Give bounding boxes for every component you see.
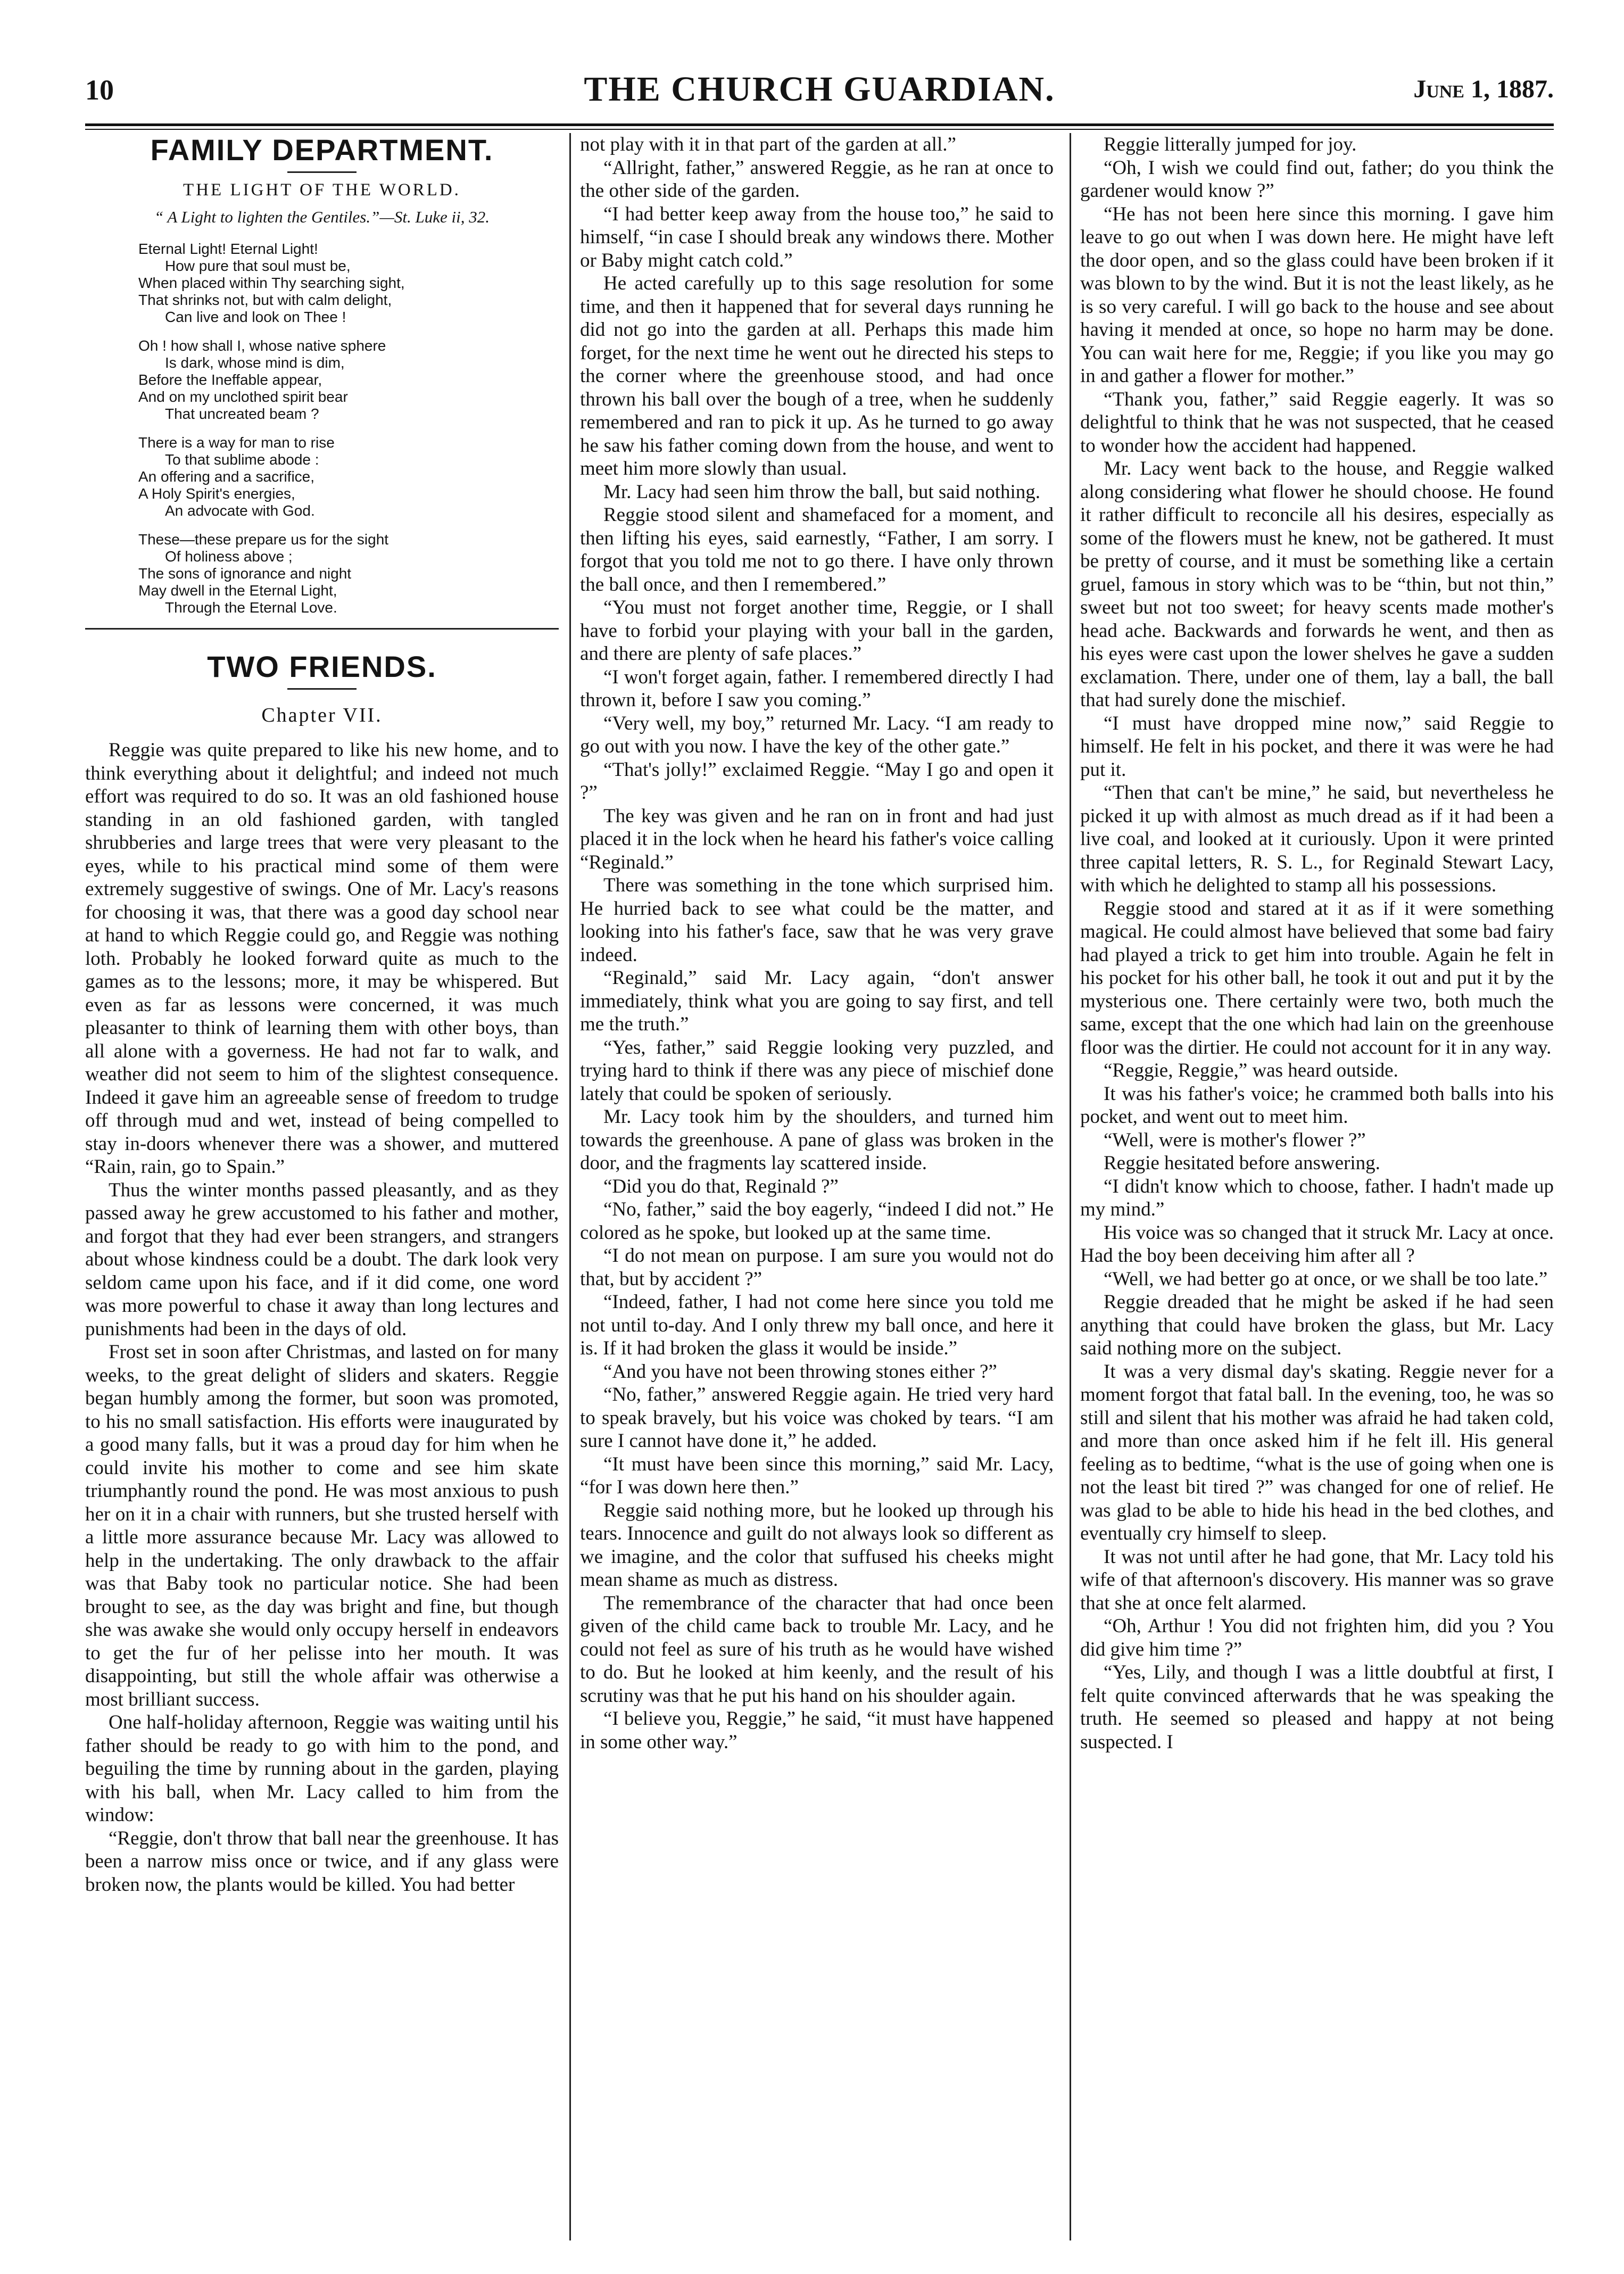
paragraph: Mr. Lacy went back to the house, and Reggie walked along considering what flower he should choose. He found it rather difficult to reconcile all his desires, especially as some of the flowers must he knew, not be gathered. It must be pretty of course, and it must be something like a certain gruel, famous in story which was to be “thin, but not thin,” sweet but not too sweet; for heavy scents made mother's head ache. Backwards and forwards he went, and then as his eyes were cast upon the lower shelves he gave a sudden exclamation. There, under one of them, lay a ball, the ball that had surely done the mischief. <box>1080 458 1554 711</box>
story-title: TWO FRIENDS. <box>207 650 437 683</box>
poem-line: There is a way for man to rise <box>138 434 335 451</box>
poem-stanza <box>138 531 559 616</box>
paragraph: “No, father,” said the boy eagerly, “indeed I did not.” He colored as he spoke, but looked up at the same time. <box>580 1198 1054 1244</box>
paragraph: “Reggie, Reggie,” was heard outside. <box>1104 1060 1398 1081</box>
paragraph: Reggie dreaded that he might be asked if he had seen anything that could have broken the glass, but Mr. Lacy said nothing more on the subject. <box>1080 1291 1554 1359</box>
paragraph: Reggie was quite prepared to like his new home, and to think everything about it delightful; and indeed not much effort was required to do so. It was an old fashioned house standing in an old fashioned garden, with tangled shrubberies and large trees that were very pleasant to the eyes, while to his practical mind some of them were extremely suggestive of swings. One of Mr. Lacy's reasons for choosing it was, that there was a good day school near at hand to which Reggie could go, and Reggie was nothing loth. Probably he looked forward quite as much to the games as to the lessons; more, it may be whispered. But even as far as lessons were concerned, it was much pleasanter to think of learning them with other boys, than all alone with a governess. He had not far to walk, and weather did not seem to him of the slightest consequence. Indeed it gave him an agreeable sense of freedom to trudge off through mud and wet, instead of being compelled to stay in-doors whenever there was a shower, and muttered “Rain, rain, go to Spain.” <box>85 739 559 1178</box>
paragraph: The remembrance of the character that had once been given of the child came back to trouble Mr. Lacy, and he could not feel as sure of his truth as he would have wished to do. But he looked at him keenly, and the result of his scrutiny was that he put his hand on his shoulder again. <box>580 1592 1054 1707</box>
poem-line: These—these prepare us for the sight <box>138 531 389 548</box>
paragraph: “I had better keep away from the house too,” he said to himself, “in case I should break any windows there. Mother or Baby might catch cold.” <box>580 203 1054 271</box>
chapter-heading: Chapter VII. <box>261 704 383 726</box>
paragraph: “Did you do that, Reginald ?” <box>603 1175 839 1197</box>
column-3 <box>1080 133 1554 2240</box>
paragraph: He acted carefully up to this sage resolution for some time, and then it happened that for several days running he did not go into the garden at all. Perhaps this made him forget, for the next time he went out he directed his steps to the corner where the greenhouse stood, and had once thrown his ball over the bough of a tree, when he suddenly remembered and ran to pick it up. As he turned to go away he saw his father coming down from the house, and went to meet him more slowly than usual. <box>580 272 1054 479</box>
masthead-rule-thin <box>85 129 1554 130</box>
page-number: 10 <box>85 74 114 106</box>
poem-line: Oh ! how shall I, whose native sphere <box>138 337 386 354</box>
masthead-rule <box>85 123 1554 126</box>
newspaper-title: THE CHURCH GUARDIAN. <box>584 70 1055 109</box>
paragraph: It was his father's voice; he crammed both balls into his pocket, and went out to meet him. <box>1080 1082 1554 1128</box>
paragraph: “He has not been here since this morning. I gave him leave to go out when I was down here. He might have left the door open, and so the glass could have been broken if it was blown to by the wind. But it is not the least likely, as he is so very careful. I will go back to the house and see about having it mended at once, so hope no harm may be done. You can wait here for me, Reggie; if you like you may go in and gather a flower for mother.” <box>1080 203 1554 387</box>
poem-line: When placed within Thy searching sight, <box>138 275 405 291</box>
paragraph: Mr. Lacy took him by the shoulders, and turned him towards the greenhouse. A pane of glass was broken in the door, and the fragments lay scattered inside. <box>580 1106 1054 1174</box>
paragraph: Reggie hesitated before answering. <box>1104 1152 1380 1174</box>
paragraph: “And you have not been throwing stones either ?” <box>603 1360 997 1383</box>
paragraph: “No, father,” answered Reggie again. He tried very hard to speak bravely, but his voice was choked by tears. “I am sure I cannot have done it,” he added. <box>580 1384 1054 1452</box>
paragraph: It was a very dismal day's skating. Reggie never for a moment forgot that fatal ball. In the evening, too, he was so still and silent that his mother was afraid he had taken cold, and more than once asked him if he felt ill. His general feeling as to bedtime, “what is the use of going when one is not the least bit tired ?” was changed for one of relief. He was glad to be able to hide his head in the bed clothes, and eventually cry himself to sleep. <box>1080 1360 1554 1544</box>
poem-line: An advocate with God. <box>165 502 315 519</box>
paragraph: “It must have been since this morning,” said Mr. Lacy, “for I was down here then.” <box>580 1453 1054 1498</box>
paragraph: “Thank you, father,” said Reggie eagerly. It was so delightful to think that he was not suspected, that he ceased to wonder how the accident had happened. <box>1080 388 1554 457</box>
poem-line: The sons of ignorance and night <box>138 565 352 582</box>
paragraph: “Well, we had better go at once, or we shall be too late.” <box>1104 1268 1548 1290</box>
title-rule <box>287 171 357 173</box>
paragraph: Frost set in soon after Christmas, and lasted on for many weeks, to the great delight of sliders and skaters. Reggie began humbly among the former, but soon was promoted, to his no small satisfaction. His efforts were inaugurated by a good many falls, but it was a proud day for him when he could invite his mother to come and see him skate triumphantly round the pond. He was most anxious to push her on it in a chair with runners, but she trusted herself with a little more assurance because Mr. Lacy was allowed to help in the undertaking. The only drawback to the affair was that Baby took no particular notice. She had been brought to see, as the day was bright and fine, but though she was awake she would only occupy herself in endeavors to get the fur of her pelisse into her mouth. It was disappointing, but still the whole affair was otherwise a most brilliant success. <box>85 1341 559 1710</box>
paragraph: “That's jolly!” exclaimed Reggie. “May I go and open it ?” <box>580 758 1054 804</box>
column-2 <box>580 133 1054 2240</box>
paragraph: “Reggie, don't throw that ball near the greenhouse. It has been a narrow miss once or twice, and if any glass were broken now, the plants would be killed. You had better <box>85 1827 559 1896</box>
story-header <box>85 650 559 727</box>
paragraph: Reggie litterally jumped for joy. <box>1104 134 1357 155</box>
paragraph: “I won't forget again, father. I remembered directly I had thrown it, before I saw you coming.” <box>580 666 1054 711</box>
poem-line: Before the Ineffable appear, <box>138 371 322 388</box>
poem-stanza <box>138 337 559 423</box>
paragraph: “Then that can't be mine,” he said, but nevertheless he picked it up with almost as much dread as if it had been a live coal, and looked at it curiously. Upon it were printed three capital letters, R. S. L., for Reginald Stewart Lacy, with which he delighted to stamp all his possessions. <box>1080 782 1554 896</box>
poem-line: Of holiness above ; <box>165 548 293 565</box>
paragraph: Reggie stood and stared at it as if it were something magical. He could almost have believed that some bad fairy had played a trick to get him into trouble. Again he felt in his pocket for his other ball, he took it out and put it by the mysterious one. There certainly were two, both much the same, except that the one which had lain on the greenhouse floor was the dirtier. He could not account for it in any way. <box>1080 897 1554 1059</box>
paragraph: “Indeed, father, I had not come here since you told me not until to-day. And I only threw my ball once, and here it is. If it had broken the glass it would be inside.” <box>580 1291 1054 1359</box>
paragraph: “Oh, I wish we could find out, father; do you think the gardener would know ?” <box>1080 156 1554 202</box>
poem-line: May dwell in the Eternal Light, <box>138 582 337 599</box>
poem-line: To that sublime abode : <box>165 451 319 468</box>
poem-line: Can live and look on Thee ! <box>165 309 346 325</box>
paragraph: “Very well, my boy,” returned Mr. Lacy. “I am ready to go out with you now. I have the key of the other gate.” <box>580 712 1054 757</box>
paragraph: “Well, were is mother's flower ?” <box>1104 1129 1366 1151</box>
poem-line: That uncreated beam ? <box>165 406 319 422</box>
paragraph: One half-holiday afternoon, Reggie was waiting until his father should be ready to go with him to the pond, and beguiling the time by running about in the garden, playing with his ball, when Mr. Lacy called to him from the window: <box>85 1711 559 1826</box>
title-rule <box>287 688 357 690</box>
poem-line: And on my unclothed spirit bear <box>138 388 348 405</box>
section-rule <box>85 628 559 630</box>
paragraph: Reggie said nothing more, but he looked up through his tears. Innocence and guilt do not always look so different as we imagine, and the color that suffused his cheeks might mean shame as much as distress. <box>580 1499 1054 1591</box>
poem-line: Through the Eternal Love. <box>165 599 337 616</box>
section-title: FAMILY DEPARTMENT. <box>150 133 494 167</box>
epigraph: “ A Light to lighten the Gentiles.”—St. Luke ii, 32. <box>154 208 490 226</box>
paragraph: “Yes, Lily, and though I was a little doubtful at first, I felt quite convinced afterwards that he was speaking the truth. He seemed so pleased and happy at not being suspected. I <box>1080 1661 1554 1753</box>
poem-title: THE LIGHT OF THE WORLD. <box>183 180 461 200</box>
family-department-header <box>85 133 559 227</box>
poem-line: That shrinks not, but with calm delight, <box>138 292 392 308</box>
poem-line: An offering and a sacrifice, <box>138 468 315 485</box>
paragraph: “I didn't know which to choose, father. I hadn't made up my mind.” <box>1080 1175 1554 1220</box>
poem-stanza <box>138 434 559 519</box>
paragraph: There was something in the tone which surprised him. He hurried back to see what could be the matter, and looking into his father's face, saw that he was very grave indeed. <box>580 874 1054 966</box>
column-divider <box>1070 133 1071 2240</box>
paragraph: It was not until after he had gone, that Mr. Lacy told his wife of that afternoon's discovery. His manner was so grave that she at once felt alarmed. <box>1080 1545 1554 1614</box>
poem-line: How pure that soul must be, <box>165 258 351 274</box>
masthead <box>85 69 1554 122</box>
paragraph: “You must not forget another time, Reggie, or I shall have to forbid your playing with your ball in the garden, and there are plenty of safe places.” <box>580 597 1054 665</box>
paragraph: “Yes, father,” said Reggie looking very puzzled, and trying hard to think if there was any piece of mischief done lately that could be spoken of seriously. <box>580 1036 1054 1105</box>
poem-line: Eternal Light! Eternal Light! <box>138 241 318 257</box>
paragraph: His voice was so changed that it struck Mr. Lacy at once. Had the boy been deceiving him after all ? <box>1080 1221 1554 1267</box>
poem-line: Is dark, whose mind is dim, <box>165 354 345 371</box>
paragraph: Thus the winter months passed pleasantly, and as they passed away he grew accustomed to his father and mother, and forgot that they had ever been strangers, and strangers about whose kindness could be a doubt. The dark look very seldom came upon his face, and if it did come, one word was more powerful to chase it away than long lectures and punishments had been in the days of old. <box>85 1179 559 1340</box>
paragraph: Reggie stood silent and shamefaced for a moment, and then lifting his eyes, said earnestly, “Father, I am sorry. I forgot that you told me not to go there. I have only thrown the ball once, and then I remembered.” <box>580 504 1054 596</box>
paragraph: Mr. Lacy had seen him throw the ball, but said nothing. <box>603 481 1041 503</box>
poem-stanza <box>138 241 559 326</box>
paragraph: “Reginald,” said Mr. Lacy again, “don't answer immediately, think what you are going to say first, and tell me the truth.” <box>580 967 1054 1035</box>
column-1 <box>85 133 559 2240</box>
poem-line: A Holy Spirit's energies, <box>138 485 295 502</box>
column-divider <box>569 133 571 2240</box>
paragraph: “I believe you, Reggie,” he said, “it must have happened in some other way.” <box>580 1708 1054 1753</box>
paragraph: The key was given and he ran on in front and had just placed it in the lock when he heard his father's voice calling “Reginald.” <box>580 805 1054 873</box>
paragraph: “Allright, father,” answered Reggie, as he ran at once to the other side of the garden. <box>580 156 1054 202</box>
issue-date: June 1, 1887. <box>1413 75 1554 103</box>
paragraph: not play with it in that part of the garden at all.” <box>580 134 956 155</box>
poem <box>138 241 559 616</box>
paragraph: “I must have dropped mine now,” said Reggie to himself. He felt in his pocket, and there it was were he had put it. <box>1080 712 1554 781</box>
paragraph: “I do not mean on purpose. I am sure you would not do that, but by accident ?” <box>580 1245 1054 1290</box>
paragraph: “Oh, Arthur ! You did not frighten him, did you ? You did give him time ?” <box>1080 1615 1554 1660</box>
